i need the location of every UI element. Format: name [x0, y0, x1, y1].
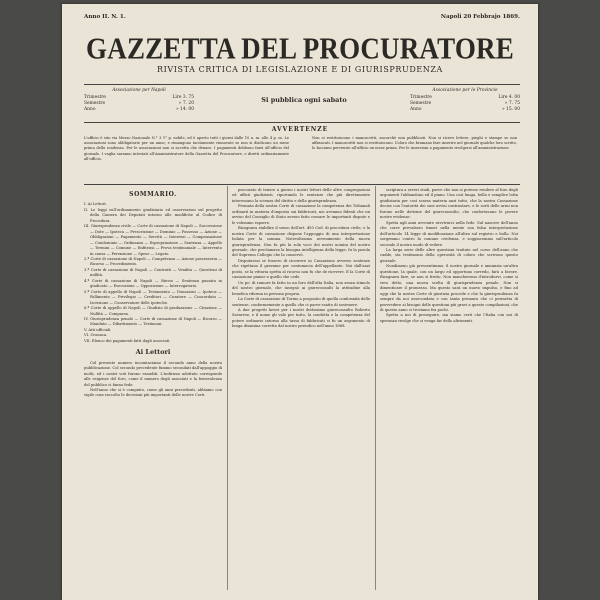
article-paragraph: A due progetti lavori per i nostri dottissimo giureconsulto Roberto Savarese, e il nome gli vale per tutto, la condotta e la competenza del potere ordinario intorno alla tassa di fabbricati ci fu un argomento di lunga disamina corretta dal nostro periodico nell'anno 1868.: [232, 307, 370, 329]
masthead: [62, 30, 538, 74]
toc-item: III. Giurisprudenza civile — Corte di cassazione di Napoli — Successione — Dote — Ipoteca — Prescrizione — Dominio — Possesso — Azione — Obbligazioni — Pagamento — Servitù — Interessi — Compensazione — Condominio — Ordinanza — Espropriazione — Sentenza — Appello — Termini — Comune — Enfiteusi — Prova testimoniale — Intervento in causa — Perenzione — Spese — Legato.: [84, 224, 222, 256]
newspaper-page: [62, 4, 538, 600]
article-paragraph: La Corte di cassazione di Torino a proposito di quella conformità delle sentenze, conformemente a quello che ci parve esatto di sostenere.: [232, 297, 370, 307]
masthead-rule: [84, 84, 520, 85]
avvertenze-rule: [84, 184, 520, 185]
article-paragraph: scriptura a severi studi, parve che non si potesse rendere al foro degli argomenti l'abbandono ed il piano. Una così lunga, bella e semplice lotta giudiziaria per così scarsa materia anzi tutto, che la nostra Cassazione decise con l'autorità dei suoi avvisi contrastare, e le sorti delle armi non furono nelle dottrine del giureconsulto, che confortavano le povere nostre evidenze.: [380, 188, 518, 220]
row-price: » 14. 00: [175, 107, 194, 112]
publication-frequency: Si pubblica ogni sabato: [261, 96, 347, 104]
toc-item: 5.ª Corte di appello di Napoli — Testamento — Donazioni — Ipoteca — Fallimento — Privilegio — Creditori — Curatore — Concordato — Iscrizione — Conservatore delle ipoteche.: [84, 289, 222, 305]
article-paragraph: Disputavasi se fossero di ricorrere in Cassazione avverso sentenze che rigettano il gravame per contumacia dell'appellante. Noi dall'anzi posto, se la vittoria spetta al ricorso non fu che de ricevere. E la Corte di cassazione pianse a quello che cede.: [232, 258, 370, 280]
row-price: Lire 4. 00: [498, 95, 520, 100]
issue-number: Anno II. N. 1.: [84, 14, 126, 20]
subscription-row: [84, 107, 194, 113]
article-paragraph: Spetta a noi di proseguire, ma siamo certi che l'Italia con noi di speranza rivolge che si venga far dello altrimenti.: [380, 313, 518, 323]
sommario-title: SOMMARIO.: [129, 191, 177, 198]
table-of-contents: [84, 202, 222, 344]
column-1: [84, 188, 222, 592]
row-price: » 7. 75: [504, 101, 520, 106]
column-separator: [227, 186, 228, 590]
subscriptions-provinces: [410, 88, 520, 113]
toc-item: II. Le leggi sull'ordinamento giudiziario ed osservazioni sul progetto della Camera dei Deputati intorno alle modifiche al Codice di Procedura.: [84, 207, 222, 223]
toc-item: 6.ª Corte di appello di Napoli — Giudizio di graduazione — Citazione — Nullità — Comparsa.: [84, 306, 222, 316]
article-paragraph: Nell'anno che si è compiuto, come gli anni precedenti, abbiamo con vigile cura raccolto le decisioni più importanti delle nostre Corti.: [84, 387, 222, 398]
avvertenze-left: L'ufficio è sito via Mezzo Nazionale N.° 3 1° p. nobile, ed è aperto tutti i giorni dalle 10 a. m. alle 4 p. m. Le associazioni sono obbligatorie per un anno; e rimangono tacitamente rinnovate se non si disdicono un mese prima della scadenza. Per le associazioni non si accetta che denaro. I pagamenti debbono farsi all'ufficio del giornale. I vaglia saranno intestati all'Amministratore della Gazzetta del Procuratore, o diretti ordinariamente all'ufficio.: [84, 136, 289, 161]
article-paragraph: Fermata della nostra Corte di cassazione la competenza dei Tribunali ordinarii in materia d'imposta sui fabbricati, noi avemmo fidenti che un avviso del Consiglio di Stato avesse fatto cessare le importanti dispute e le volemmo esporre.: [232, 204, 370, 225]
toc-item: IV. Giurisprudenza penale — Corte di cassazione di Napoli — Ricorso — Mandato — Dibattimento — Testimoni.: [84, 316, 222, 327]
row-label: Semestre: [410, 101, 432, 106]
subscription-row: [410, 107, 520, 113]
row-price: » 15. 00: [501, 107, 520, 112]
dateline: Napoli 20 Febbrajo 1869.: [440, 14, 520, 20]
avvertenze-right: Non si restituiscono i manoscritti, ancorchè non pubblicati. Non si riceve lettere, pieghi e stampe se non affrancati. I manoscritti non si restituiscono. Coloro che bramano fare inserire nel giornale qualche loro scritto, lo facciano pervenire all'ufficio un mese prima. Per le inserzioni a pagamento rivolgersi all'amministrazione.: [312, 136, 517, 151]
toc-item: I. Ai Lettori.: [84, 202, 107, 207]
top-line: [84, 14, 520, 24]
article-title: Ai Lettori: [135, 348, 171, 357]
row-label: Anno: [410, 107, 422, 112]
article-paragraph: Bisognava stabilire il senso dell'art. 493 Cod. di procedura civile, e la nostra Corte di cassazione dispone l'appoggio di una interpretazione lodata per la somma. Notevolissimo avvenimento della nuova giurisprudenza. Non fu più la sola voce dei nostri uomini del nostro giornale, che proclamava la bisogna intelligenza della legge, fu la parola del Supremo Collegio che la conservò.: [232, 226, 370, 258]
avvertenze-title: AVVERTENZE: [271, 126, 329, 133]
toc-item: 4.ª Corte di cassazione di Napoli — Rinvio — Sentenza passata in giudicato — Esecuzione — Opposizione — Interrogatorio.: [84, 278, 222, 289]
subscriptions-rule: [84, 122, 520, 123]
column-separator: [375, 186, 376, 590]
toc-item: VII. Elenco dei pagamenti fatti dagli associati.: [84, 338, 171, 343]
toc-item: VI. Cronaca.: [84, 333, 108, 338]
article-paragraph: La larga serie delle altre questioni trattate nel corso dell'anno che cadde, sta testimonio della operosità di coloro che scrivono questo giornale.: [380, 247, 518, 263]
column-2: [232, 188, 370, 592]
row-label: Trimestre: [410, 95, 432, 100]
toc-item: 2.ª Corte di cassazione di Napoli — Competenza — Azione possessoria — Ricorso — Procedimento.: [84, 256, 222, 267]
newspaper-title: GAZZETTA DEL PROCURATORE: [86, 30, 514, 66]
row-price: Lire 3. 75: [172, 95, 194, 100]
subscriptions-naples: [84, 88, 194, 113]
newspaper-subtitle: RIVISTA CRITICA DI LEGISLAZIONE E DI GIURISPRUDENZA: [157, 65, 443, 74]
subscriptions-provinces-heading: Associazione per le Provincie: [432, 88, 498, 93]
article-paragraph: Nondimeno già pressentimmo, il nostro giornale e annunzia un'altra questione, la quale, con un largo ed opportuno corredo, farà a favore. Bisognava fare, se non si frutto. Non mancheremo d'introdurvi, come si vien detto, una nuova scelta di giurisprudenza penale. Non si dimenticare il promesso. Ma questo sarà un nuovo impulso, e fino ad oggi che la nostra Corte di giustizia procede e che la giurisprudenza fu sempre da noi assecondata e con tanta premura che ci permetta di provvedere ai bisogni delle questioni più gravi a queste compilazioni, che di questo anno ci troviamo fra pochi.: [380, 264, 518, 312]
article-paragraph: Un po' di rumore fa fatto in un foro dell'alta Italia, non senza stimolo del nostro giornale, che insegnò ai giureconsulti la attitudine alla benefica riforma in persona propria.: [232, 280, 370, 296]
row-label: Anno: [84, 107, 96, 112]
row-label: Semestre: [84, 101, 106, 106]
subscriptions-naples-heading: Associazione per Napoli: [112, 88, 166, 93]
toc-item: 3.ª Corte di cassazione di Napoli — Contratti — Vendita — Questioni di nullità.: [84, 267, 222, 278]
column-3: [380, 188, 518, 592]
row-price: » 7. 20: [178, 101, 194, 106]
article-paragraph: Spetta agli anni avvenire ravvivarci nella fede. Sul nascere dell'anno che corre prevalsero timori nella mente sua falsa interpretazione dell'articolo 14 legge di modificazione all'altra sul registro e bollo. Noi sorgemmo contro la comune credenza, e soggiacemmo sull'articolo secondo il nostro modo di vedere.: [380, 220, 518, 247]
toc-item: V. Atti ufficiali.: [84, 327, 112, 332]
article-paragraph: procurato di tenere a giorno i nostri lettori delle altre congregazioni ed ufficii giudiziarii, riportando le sentenze che più direttamente interessano la scienza del diritto e della giurisprudenza.: [232, 188, 370, 203]
row-label: Trimestre: [84, 95, 106, 100]
article-paragraph: Col presente numero incominciamo il secondo anno della nostra pubblicazione. Col secondo precedente fummo secondati dall'appoggio di molti, ed i nostri voti furono esauditi. L'indirizzo adottato corrisponde alle esigenze del foro, come il numero degli associati e la benevolenza del pubblico ci fanno fede.: [84, 360, 222, 387]
